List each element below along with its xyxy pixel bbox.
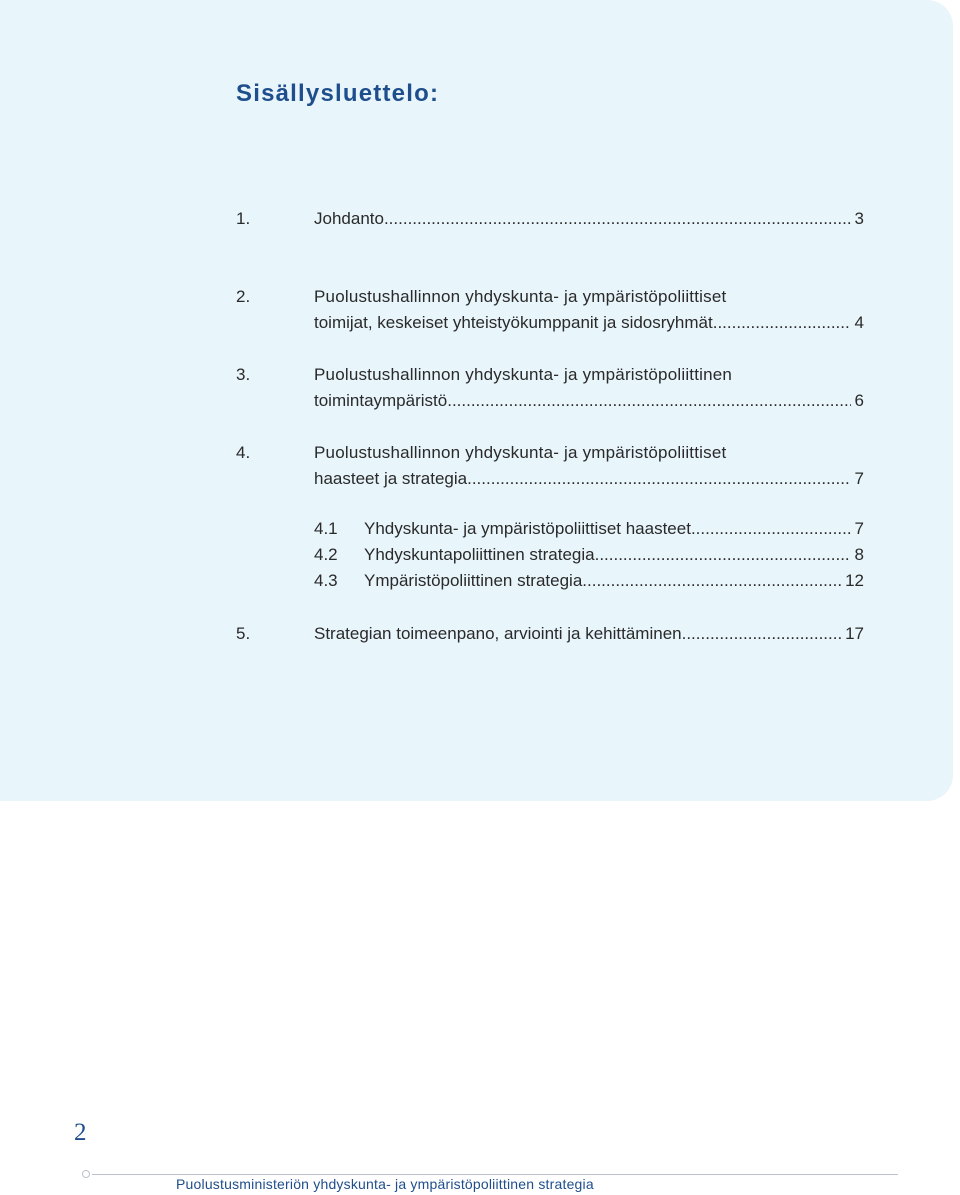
dot-leader (447, 388, 850, 414)
dot-leader (595, 542, 851, 568)
toc-subentry-leader-line (364, 568, 864, 594)
toc-entry-number: 1. (236, 209, 251, 228)
page-number: 2 (74, 1119, 87, 1146)
toc-title: Sisällysluettelo: (236, 80, 440, 107)
toc-subentry-page: 12 (845, 571, 864, 590)
toc-entry-text-continued: haasteet ja strategia (314, 469, 468, 488)
toc-entry-text: Strategian toimeenpano, arviointi ja kehittäminen (314, 624, 682, 643)
toc-entry-page: 6 (854, 391, 864, 410)
toc-subentry-text: Yhdyskuntapoliittinen strategia (364, 545, 595, 564)
toc-entry-leader-line (314, 310, 864, 336)
toc-entry-page: 17 (845, 624, 864, 643)
footer-document-title: Puolustusministeriön yhdyskunta- ja ympäristöpoliittinen strategia (176, 1176, 594, 1192)
toc-subentry-text: Ympäristöpoliittinen strategia (364, 571, 583, 590)
toc-entry-text: Puolustushallinnon yhdyskunta- ja ympäristöpoliittinen (314, 365, 733, 384)
toc-subentry-page: 8 (854, 545, 864, 564)
toc-subentry-number: 4.2 (314, 545, 338, 564)
toc-entry-text-continued: toimijat, keskeiset yhteistyökumppanit ja sidosryhmät (314, 313, 713, 332)
toc-subentry-leader-line (364, 516, 864, 542)
dot-leader (713, 310, 851, 336)
toc-entry-text: Puolustushallinnon yhdyskunta- ja ympäristöpoliittiset (314, 287, 727, 306)
toc-entry-number: 2. (236, 287, 251, 306)
toc-entry-page: 4 (854, 313, 864, 332)
toc-entry-number: 3. (236, 365, 251, 384)
footer-divider (92, 1174, 898, 1175)
toc-entry-leader-line (314, 466, 864, 492)
dot-leader (467, 466, 850, 492)
toc-subentry-text: Yhdyskunta- ja ympäristöpoliittiset haasteet (364, 519, 691, 538)
toc-subentry-number: 4.3 (314, 571, 338, 590)
toc-subentry-page: 7 (854, 519, 864, 538)
toc-entry-page: 7 (854, 469, 864, 488)
toc-entry-leader-line (314, 388, 864, 414)
dot-leader (691, 516, 851, 542)
dot-leader (582, 568, 841, 594)
toc-subentry-number: 4.1 (314, 519, 338, 538)
footer-circle-icon (82, 1170, 90, 1178)
toc-entry-text: Johdanto (314, 209, 384, 228)
toc-entry-leader-line (314, 206, 864, 232)
toc-entry-text-continued: toimintaympäristö (314, 391, 448, 410)
dot-leader (682, 621, 841, 647)
toc-subentry-leader-line (364, 542, 864, 568)
toc-entry-text: Puolustushallinnon yhdyskunta- ja ympäristöpoliittiset (314, 443, 727, 462)
dot-leader (384, 206, 851, 232)
toc-entry-number: 5. (236, 624, 251, 643)
toc-entry-page: 3 (854, 209, 864, 228)
toc-entry-leader-line (314, 621, 864, 647)
toc-entry-number: 4. (236, 443, 251, 462)
